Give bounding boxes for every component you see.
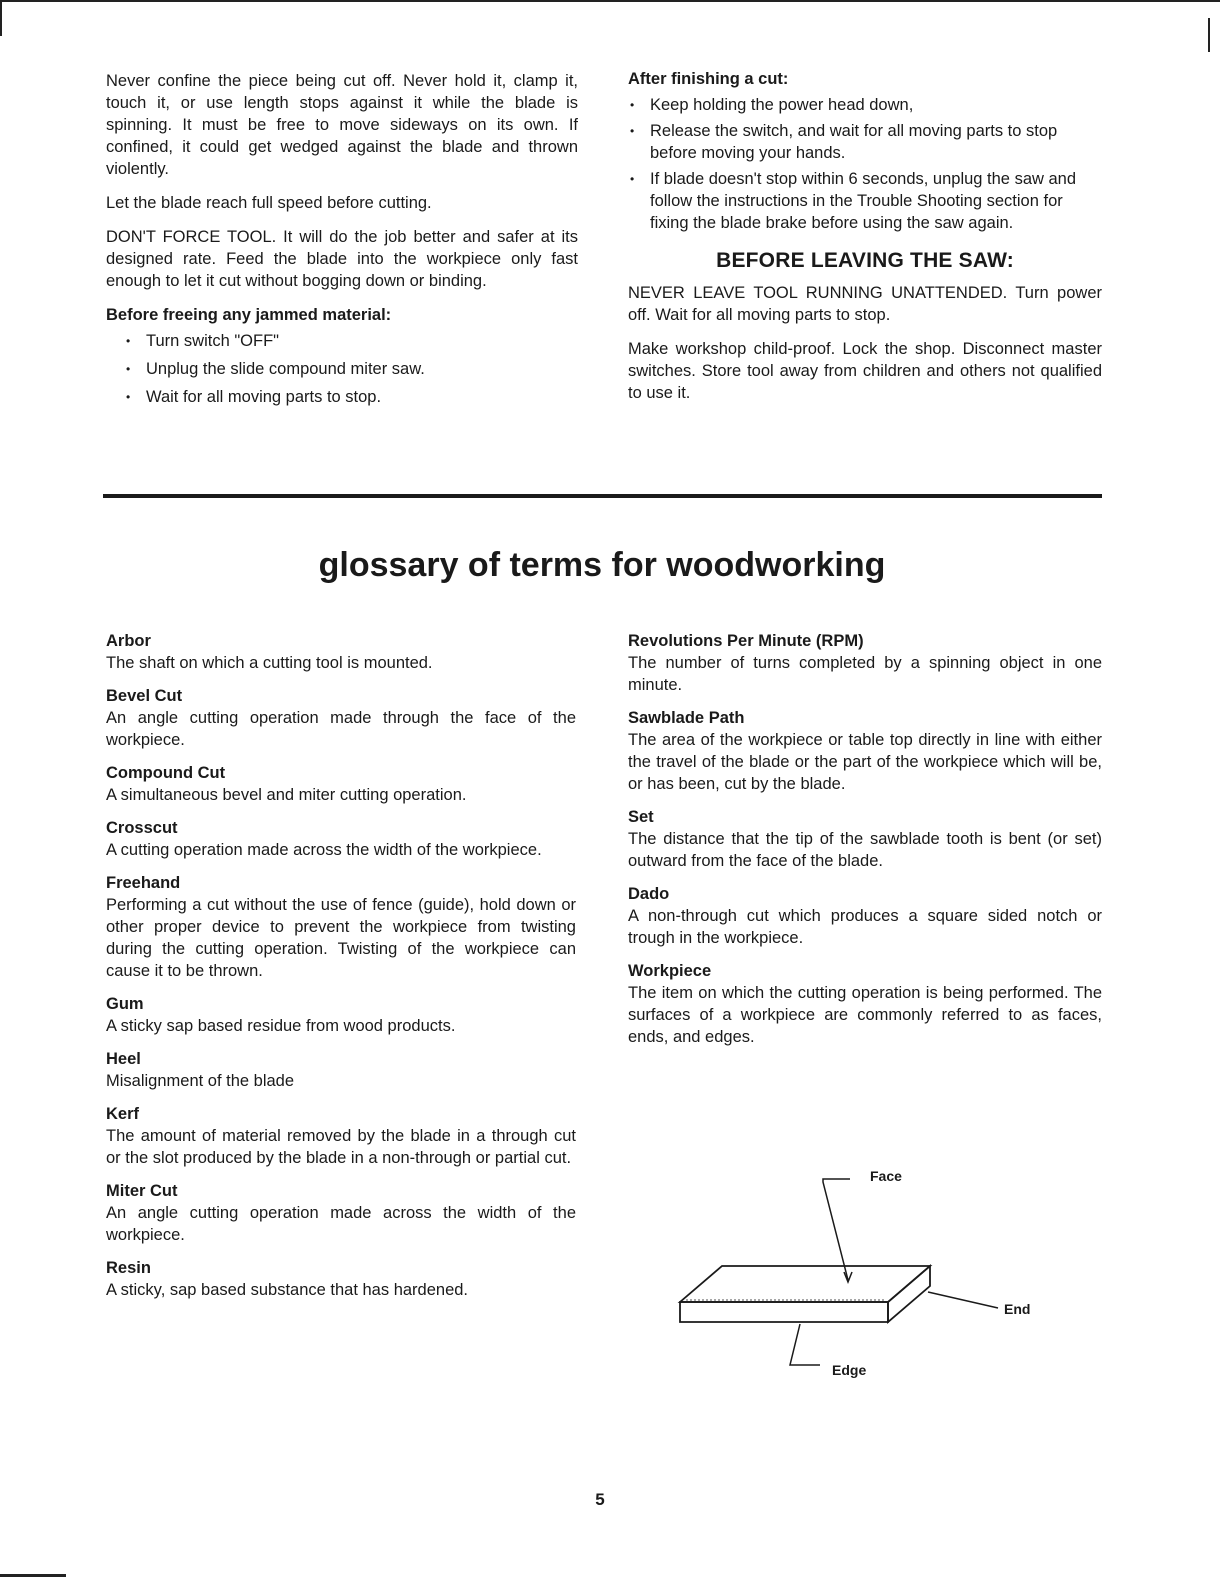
glossary-column-right	[628, 630, 1102, 1059]
list-item: • Turn switch "OFF"	[126, 330, 578, 352]
term-definition: A sticky, sap based substance that has hardened.	[106, 1281, 469, 1299]
scan-border-left	[0, 0, 2, 36]
term-name: Sawblade Path	[628, 709, 745, 727]
term-definition: An angle cutting operation made through the face of the workpiece.	[106, 709, 576, 749]
glossary-entry-resin	[106, 1257, 576, 1301]
term-definition: A non-through cut which produces a square sided notch or trough in the workpiece.	[628, 907, 1102, 947]
jammed-material-heading: Before freeing any jammed material:	[106, 306, 392, 324]
before-leaving-heading: BEFORE LEAVING THE SAW:	[716, 249, 1014, 272]
glossary-entry-set	[628, 806, 1102, 872]
workpiece-diagram	[670, 1160, 1060, 1390]
edge-label: Edge	[832, 1362, 867, 1378]
section-divider	[103, 494, 1102, 498]
term-definition: A simultaneous bevel and miter cutting operation.	[106, 786, 467, 804]
end-leader-line	[928, 1292, 998, 1308]
glossary-entry-arbor	[106, 630, 576, 674]
term-name: Resin	[106, 1259, 151, 1277]
glossary-entry-gum	[106, 993, 576, 1037]
scan-border-top	[0, 0, 1220, 2]
term-definition: The number of turns completed by a spinning object in one minute.	[628, 654, 1102, 694]
term-name: Kerf	[106, 1105, 140, 1123]
term-definition: Performing a cut without the use of fence (guide), hold down or other proper device to prevent the workpiece from twisting during the cutting operation. Twisting of the workpiece can cause it to be thrown.	[106, 896, 576, 980]
term-definition: An angle cutting operation made across the width of the workpiece.	[106, 1204, 576, 1244]
term-definition: The distance that the tip of the sawblade tooth is bent (or set) outward from the face of the blade.	[628, 830, 1102, 870]
term-definition: A sticky sap based residue from wood products.	[106, 1017, 456, 1035]
glossary-entry-sawblade-path	[628, 707, 1102, 795]
term-name: Heel	[106, 1050, 141, 1068]
term-definition: The item on which the cutting operation is being performed. The surfaces of a workpiece are commonly referred to as faces, ends, and edges.	[628, 984, 1102, 1046]
glossary-entry-workpiece	[628, 960, 1102, 1048]
term-definition: The amount of material removed by the blade in a through cut or the slot produced by the blade in a non-through or partial cut.	[106, 1127, 576, 1167]
list-item: • Release the switch, and wait for all moving parts to stop before moving your hands.	[630, 120, 1102, 164]
term-name: Workpiece	[628, 962, 712, 980]
term-name: Compound Cut	[106, 764, 226, 782]
term-name: Crosscut	[106, 819, 178, 837]
dont-force-paragraph: DON'T FORCE TOOL. It will do the job better and safer at its designed rate. Feed the blade into the workpiece only fast enough to let it cut without bogging down or binding.	[106, 228, 578, 290]
term-name: Bevel Cut	[106, 687, 183, 705]
term-name: Miter Cut	[106, 1182, 178, 1200]
term-definition: The area of the workpiece or table top directly in line with either the travel of the blade or the part of the workpiece which will be, or has been, cut by the blade.	[628, 731, 1102, 793]
glossary-column-left	[106, 630, 576, 1312]
term-name: Gum	[106, 995, 144, 1013]
term-name: Dado	[628, 885, 670, 903]
glossary-entry-heel	[106, 1048, 576, 1092]
term-definition: A cutting operation made across the width of the workpiece.	[106, 841, 542, 859]
scan-border-bottom	[0, 1574, 66, 1577]
end-label: End	[1004, 1301, 1031, 1317]
list-item: • If blade doesn't stop within 6 seconds, unplug the saw and follow the instructions in the Trouble Shooting section for fixing the blade brake before using the saw again.	[630, 168, 1102, 234]
scan-border-right	[1208, 18, 1210, 52]
glossary-entry-bevel-cut	[106, 685, 576, 751]
list-item: • Keep holding the power head down,	[630, 94, 1102, 116]
unattended-paragraph: NEVER LEAVE TOOL RUNNING UNATTENDED. Turn power off. Wait for all moving parts to stop.	[628, 284, 1102, 324]
list-item: • Wait for all moving parts to stop.	[126, 386, 578, 408]
after-cut-list	[628, 94, 1102, 234]
jammed-material-list	[106, 330, 578, 408]
term-name: Freehand	[106, 874, 181, 892]
glossary-title: glossary of terms for woodworking	[318, 546, 886, 584]
edge-leader-line	[790, 1324, 820, 1365]
list-item: • Unplug the slide compound miter saw.	[126, 358, 578, 380]
term-name: Revolutions Per Minute (RPM)	[628, 632, 864, 650]
term-definition: Misalignment of the blade	[106, 1072, 295, 1090]
page-number: 5	[595, 1490, 605, 1509]
glossary-entry-rpm	[628, 630, 1102, 696]
glossary-entry-freehand	[106, 872, 576, 982]
glossary-entry-miter-cut	[106, 1180, 576, 1246]
glossary-entry-dado	[628, 883, 1102, 949]
confine-paragraph: Never confine the piece being cut off. Never hold it, clamp it, touch it, or use length stops against it while the blade is spinning. It must be free to move sideways on its own. If confined, it could get wedged against the blade and thrown violently.	[106, 72, 578, 178]
safety-column-right	[628, 68, 1102, 416]
full-speed-paragraph: Let the blade reach full speed before cutting.	[106, 194, 432, 212]
glossary-entry-kerf	[106, 1103, 576, 1169]
safety-column-left	[106, 70, 578, 414]
term-definition: The shaft on which a cutting tool is mounted.	[106, 654, 433, 672]
glossary-entry-compound-cut	[106, 762, 576, 806]
term-name: Arbor	[106, 632, 151, 650]
term-name: Set	[628, 808, 654, 826]
face-label: Face	[870, 1168, 902, 1184]
workpiece-board	[680, 1266, 930, 1322]
child-proof-paragraph: Make workshop child-proof. Lock the shop. Disconnect master switches. Store tool away from children and others not qualified to use it.	[628, 340, 1102, 402]
after-cut-heading: After finishing a cut:	[628, 70, 789, 88]
glossary-entry-crosscut	[106, 817, 576, 861]
